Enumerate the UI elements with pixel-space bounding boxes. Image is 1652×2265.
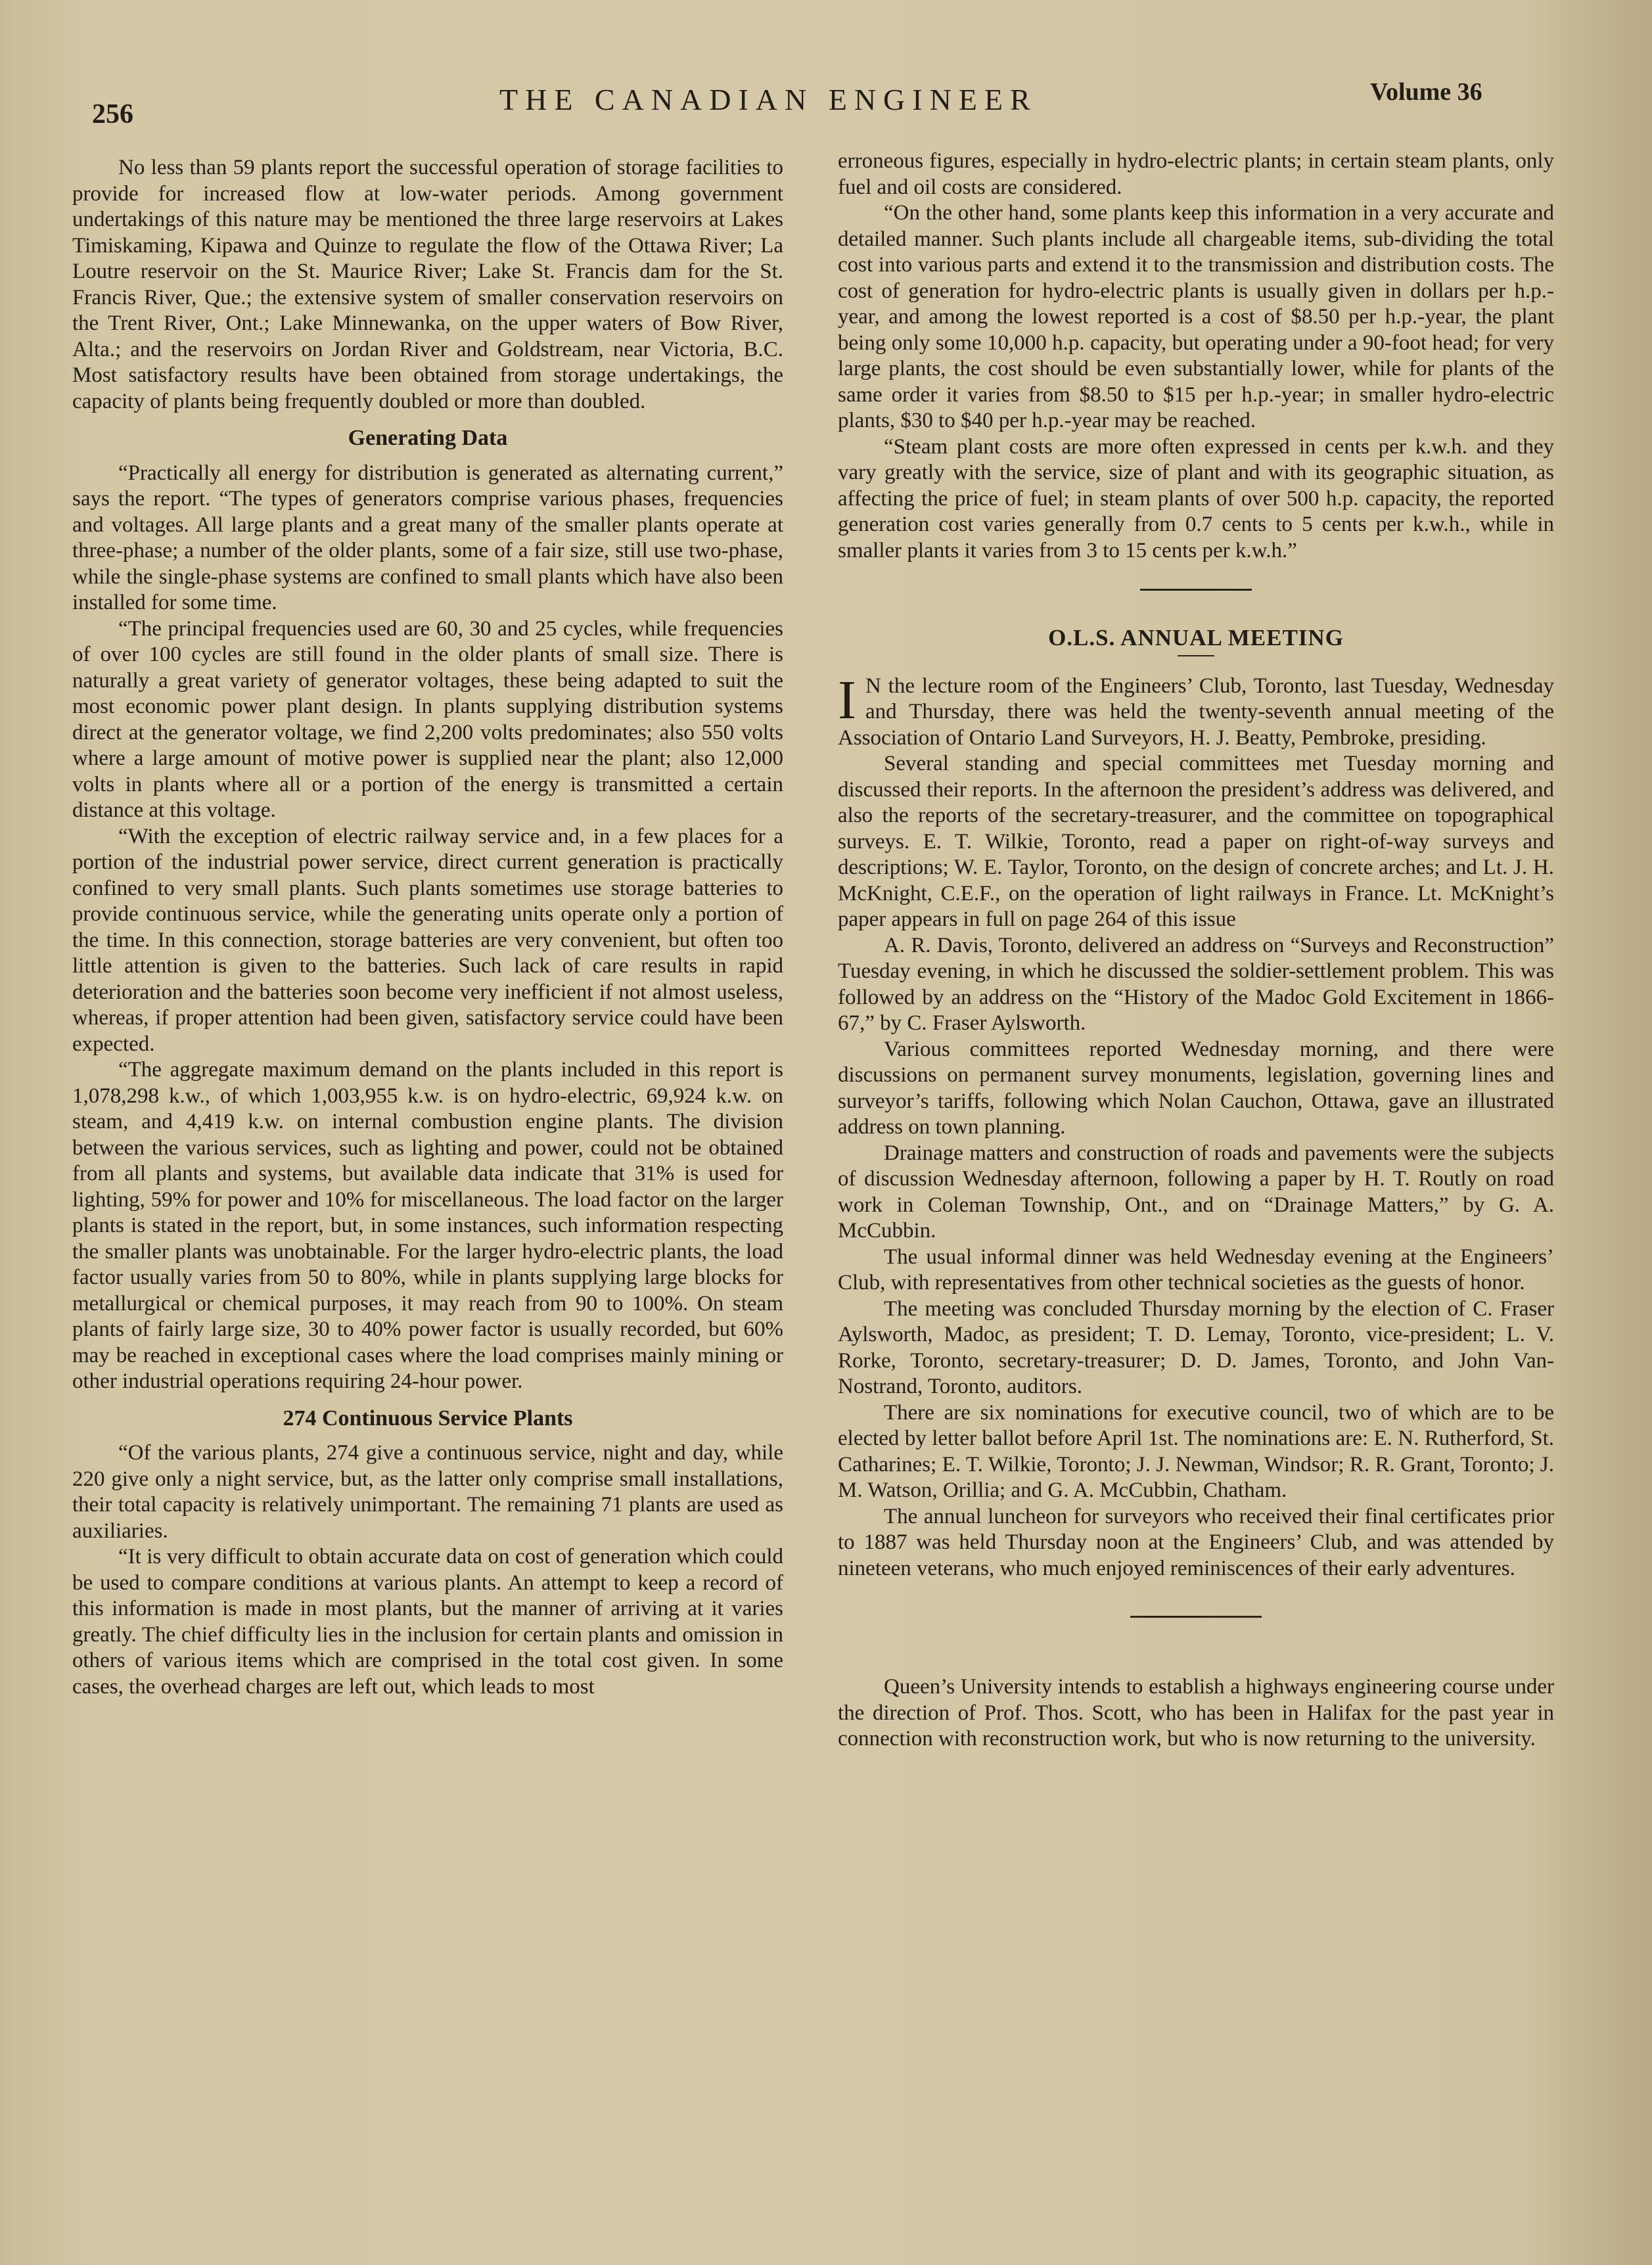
section-heading: Generating Data bbox=[348, 426, 508, 450]
section-heading: 274 Continuous Service Plants bbox=[283, 1406, 573, 1430]
lead-paragraph bbox=[838, 669, 1554, 752]
left-column bbox=[72, 155, 783, 1700]
paragraph: No less than 59 plants report the successful operation of storage facilities to provide for increased flow at low-water periods. Among government undertakings of this nature may be mentioned the three large reservoirs at Lakes Timiskaming, Kipawa and Quinze to regulate the flow of the Ottawa River; La Loutre reservoir on the St. Maurice River; Lake St. Francis dam for the St. Francis River, Que.; the extensive system of smaller conservation reservoirs on the Trent River, Ont.; Lake Minnewanka, on the upper waters of Bow River, Alta.; and the reservoirs on Jordan River and Goldstream, near Victoria, B.C. Most satisfactory results have been obtained from storage undertakings, the capacity of plants being frequently doubled or more than doubled. bbox=[72, 156, 783, 413]
right-column bbox=[838, 149, 1554, 1752]
paragraph: “Steam plant costs are more often expressed in cents per k.w.h. and they vary greatly with the service, size of plant and with its geographic situation, as affecting the price of fuel; in steam plants of over 500 h.p. capacity, the reported generation cost varies generally from 0.7 cents to 5 cents per k.w.h., while in smaller plants it varies from 3 to 15 cents per k.w.h.” bbox=[838, 434, 1554, 562]
title-underline bbox=[1178, 655, 1214, 656]
paragraph: Several standing and special committees met Tuesday morning and discussed their reports. In the afternoon the president’s address was delivered, and also the reports of the secretary-treasurer, and the committee on topographical surveys. E. T. Wilkie, Toronto, read a paper on right-of-way surveys and descriptions; W. E. Taylor, Toronto, on the design of concrete arches; and Lt. J. H. McKnight, C.E.F., on the operation of light railways in France. Lt. McKnight’s paper appears in full on page 264 of this issue bbox=[838, 752, 1554, 931]
paragraph: “On the other hand, some plants keep this information in a very accurate and detailed manner. Such plants include all chargeable items, sub-dividing the total cost into various parts and extend it to the transmission and distribution costs. The cost of generation for hydro-electric plants is usually given in dollars per h.p.-year, and among the lowest reported is a cost of $8.50 per h.p.-year, the plant being only some 10,000 h.p. capacity, but operating under a 90-foot head; for very large plants, the cost should be even substantially lower, while for plants of the same order it varies from $8.50 to $15 per h.p.-year; in smaller hydro-electric plants, $30 to $40 per h.p.-year may be reached. bbox=[838, 201, 1554, 432]
news-item: Queen’s University intends to establish a highways engineering course under the direction of Prof. Thos. Scott, who has been in Halifax for the past year in connection with reconstruction work, but who is now returning to the university. bbox=[838, 1675, 1554, 1750]
section-divider bbox=[1130, 1616, 1262, 1618]
page-number: 256 bbox=[92, 99, 133, 129]
paragraph: The annual luncheon for surveyors who received their final certificates prior to 1887 was held Thursday noon at the Engineers’ Club, and was attended by nineteen veterans, who much enjoyed reminiscences of their early adventures. bbox=[838, 1504, 1554, 1580]
paragraph: “The aggregate maximum demand on the plants included in this report is 1,078,298 k.w., of which 1,003,955 k.w. is on hydro-electric, 69,924 k.w. on steam, and 4,419 k.w. on internal combustion engine plants. The division between the various services, such as lighting and power, could not be obtained from all plants and systems, but available data indicate that 31% is used for lighting, 59% for power and 10% for miscellaneous. The load factor on the larger plants is stated in the report, but, in some instances, such information respecting the smaller plants was unobtainable. For the larger hydro-electric plants, the load factor usually varies from 50 to 80%, while in plants supplying large blocks for metallurgical or chemical purposes, it may reach from 90 to 100%. On steam plants of fairly large size, 30 to 40% power factor is usually recorded, but 60% may be reached in exceptional cases where the load comprises mainly mining or other industrial operations requiring 24-hour power. bbox=[72, 1058, 783, 1393]
lead-text: N the lecture room of the Engineers’ Club, Toronto, last Tuesday, Wednesday and Thursday, there was held the twenty-seventh annual meeting of the Association of Ontario Land Surveyors, H. J. Beatty, Pembroke, presiding. bbox=[838, 674, 1554, 750]
paragraph: Various committees reported Wednesday morning, and there were discussions on permanent survey monuments, legislation, governing lines and surveyor’s tariffs, following which Nolan Cauchon, Ottawa, gave an illustrated address on town planning. bbox=[838, 1037, 1554, 1139]
article-title: O.L.S. ANNUAL MEETING bbox=[1048, 625, 1344, 651]
paragraph: The meeting was concluded Thursday morning by the election of C. Fraser Aylsworth, Madoc, as president; T. D. Lemay, Toronto, vice-president; L. V. Rorke, Toronto, secretary-treasurer; D. D. James, Toronto, and John Van-Nostrand, Toronto, auditors. bbox=[838, 1296, 1554, 1398]
paragraph: There are six nominations for executive council, two of which are to be elected by letter ballot before April 1st. The nominations are: E. N. Rutherford, St. Catharines; E. T. Wilkie, Toronto; J. J. Newman, Windsor; R. R. Grant, Toronto; J. M. Watson, Orillia; and G. A. McCubbin, Chatham. bbox=[838, 1400, 1554, 1502]
paragraph: “It is very difficult to obtain accurate data on cost of generation which could be used to compare conditions at various plants. An attempt to keep a record of this information is made in most plants, but the manner of arriving at it varies greatly. The chief difficulty lies in the inclusion for certain plants and omission in others of various items which are comprised in the total cost given. In some cases, the overhead charges are left out, which leads to most bbox=[72, 1545, 783, 1699]
paragraph: A. R. Davis, Toronto, delivered an address on “Surveys and Reconstruction” Tuesday evening, in which he discussed the soldier-settlement problem. This was followed by an address on the “History of the Madoc Gold Excitement in 1866-67,” by C. Fraser Aylsworth. bbox=[838, 933, 1554, 1035]
paragraph: “Practically all energy for distribution is generated as alternating current,” says the report. “The types of generators comprise various phases, frequencies and voltages. All large plants and a great many of the smaller plants operate at three-phase; a number of the older plants, some of a fair size, still use two-phase, while the single-phase systems are confined to small plants which have also been installed for some time. bbox=[72, 461, 783, 614]
section-divider bbox=[1140, 589, 1252, 591]
volume-label: Volume 36 bbox=[1370, 78, 1482, 106]
paragraph: “The principal frequencies used are 60, 30 and 25 cycles, while frequencies of over 100 cycles are still found in the older plants of small size. There is naturally a great variety of generator voltages, these being adapted to suit the most economic power plant design. In plants supplying distribution systems direct at the generator voltage, we find 2,200 volts predominates; also 550 volts where a large amount of motive power is supplied near the plant; also 12,000 volts in plants where all or a portion of the energy is transmitted a certain distance at this voltage. bbox=[72, 616, 783, 822]
page-header bbox=[0, 72, 1652, 129]
paragraph: Drainage matters and construction of roads and pavements were the subjects of discussion Wednesday afternoon, following a paper by H. T. Routly on road work in Coleman Township, Ont., and on “Drainage Matters,” by G. A. McCubbin. bbox=[838, 1141, 1554, 1243]
drop-cap: I bbox=[838, 669, 856, 731]
paragraph: “With the exception of electric railway service and, in a few places for a portion of the industrial power service, direct current generation is practically confined to very small plants. Such plants sometimes use storage batteries to provide continuous service, while the generating units operate only a portion of the time. In this connection, storage batteries are very convenient, but often too little attention is given to the batteries. Such lack of care results in rapid deterioration and the batteries soon become very inefficient if not almost useless, whereas, if proper attention had been given, satisfactory service could have been expected. bbox=[72, 824, 783, 1056]
paragraph: “Of the various plants, 274 give a continuous service, night and day, while 220 give only a night service, but, as the latter only comprise small installations, their total capacity is relatively unimportant. The remaining 71 plants are used as auxiliaries. bbox=[72, 1441, 783, 1543]
journal-title: THE CANADIAN ENGINEER bbox=[499, 83, 1038, 116]
paragraph: erroneous figures, especially in hydro-electric plants; in certain steam plants, only fuel and oil costs are considered. bbox=[838, 149, 1554, 199]
paragraph: The usual informal dinner was held Wednesday evening at the Engineers’ Club, with representatives from other technical societies as the guests of honor. bbox=[838, 1245, 1554, 1294]
